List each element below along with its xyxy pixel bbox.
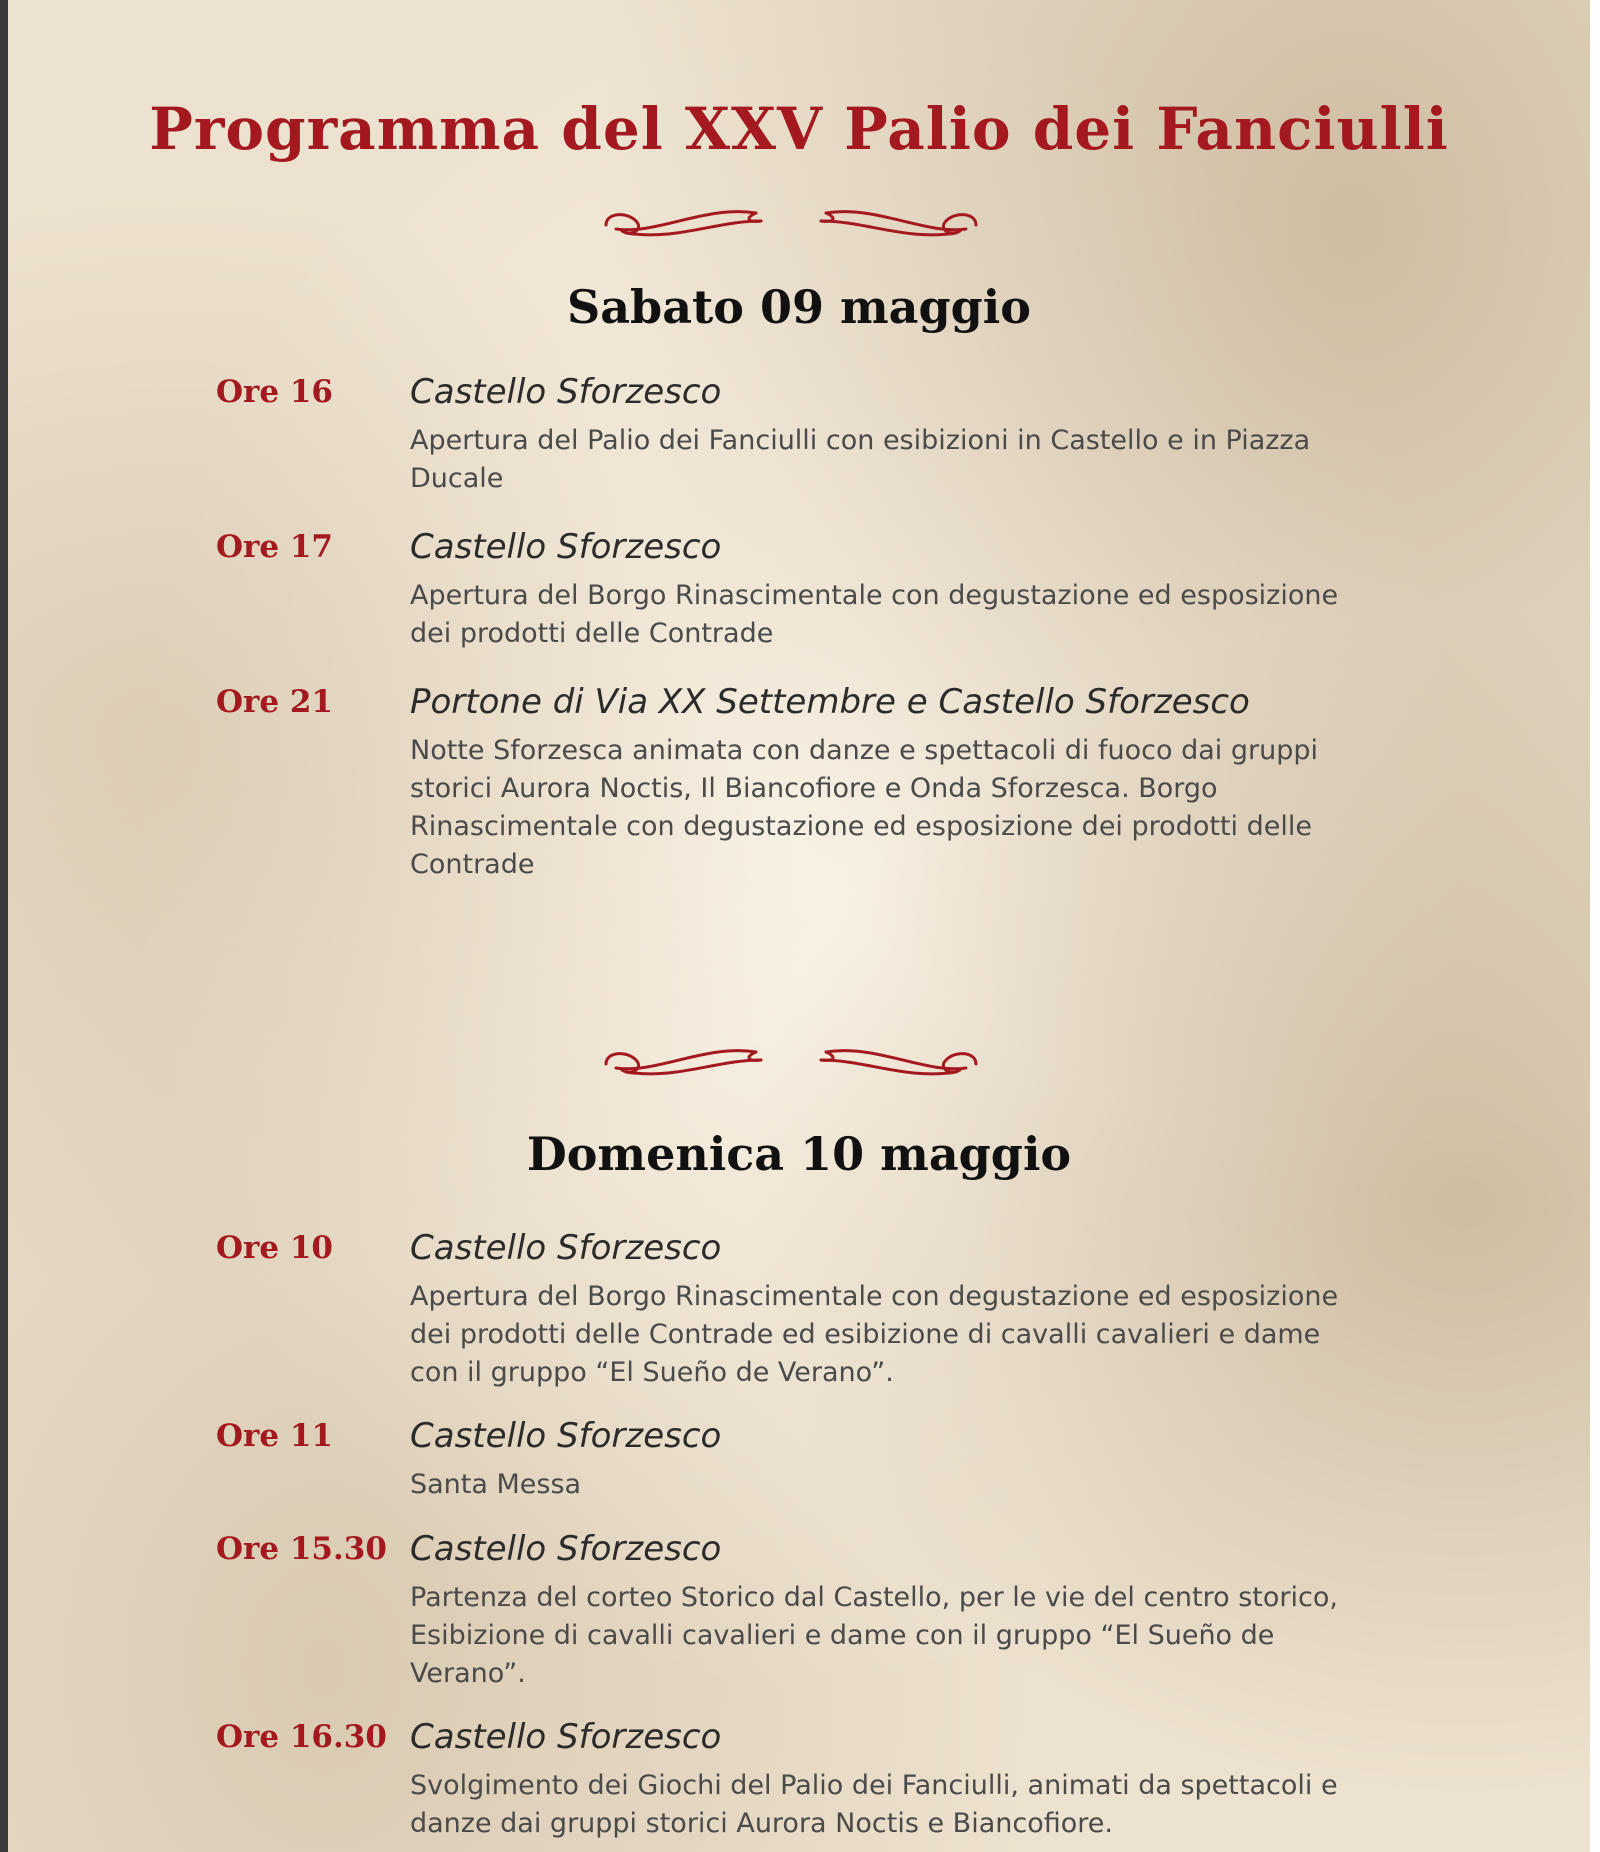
event-time: Ore 17 (216, 529, 333, 565)
event-place: Portone di Via XX Settembre e Castello Sforzesco (410, 682, 1250, 722)
event-description: Apertura del Palio dei Fanciulli con esibizioni in Castello e in Piazza Ducale (410, 425, 1311, 494)
event-description: Apertura del Borgo Rinascimentale con degustazione ed esposizione dei prodotti delle Contrade ed esibizione di cavalli cavalieri e dame con il gruppo “El Sueño de Verano”. (410, 1281, 1339, 1388)
program-sheet (8, 0, 1590, 1852)
event-time: Ore 10 (216, 1230, 333, 1266)
program-title: Programma del XXV Palio dei Fanciulli (149, 95, 1449, 163)
event-time: Ore 21 (216, 684, 333, 720)
event-description: Notte Sforzesca animata con danze e spettacoli di fuoco dai gruppi storici Aurora Noctis, Il Biancofiore e Onda Sforzesca. Borgo Rinascimentale con degustazione ed esposizione dei prodotti delle Contrade (410, 735, 1318, 880)
day-heading-saturday: Sabato 09 maggio (567, 280, 1031, 334)
flourish-ornament-icon (596, 1034, 986, 1094)
flourish-ornament-icon (596, 195, 986, 255)
event-place: Castello Sforzesco (410, 1717, 722, 1757)
event-place: Castello Sforzesco (410, 1228, 722, 1268)
event-place: Castello Sforzesco (410, 1416, 722, 1456)
event-time: Ore 16 (216, 374, 333, 410)
event-time: Ore 15.30 (216, 1531, 387, 1567)
event-description: Apertura del Borgo Rinascimentale con degustazione ed esposizione dei prodotti delle Contrade (410, 580, 1339, 649)
day-heading-sunday: Domenica 10 maggio (526, 1127, 1072, 1181)
event-description: Svolgimento dei Giochi del Palio dei Fanciulli, animati da spettacoli e danze dai gruppi storici Aurora Noctis e Biancofiore. (410, 1770, 1338, 1839)
event-time: Ore 11 (216, 1418, 333, 1454)
event-place: Castello Sforzesco (410, 527, 722, 567)
right-border (1590, 0, 1600, 1852)
event-place: Castello Sforzesco (410, 1529, 722, 1569)
event-description: Partenza del corteo Storico dal Castello, per le vie del centro storico, Esibizione di cavalli cavalieri e dame con il gruppo “El Sueño de Verano”. (410, 1582, 1338, 1689)
event-time: Ore 16.30 (216, 1719, 387, 1755)
left-border (0, 0, 8, 1852)
event-description: Santa Messa (410, 1469, 582, 1500)
event-place: Castello Sforzesco (410, 372, 722, 412)
